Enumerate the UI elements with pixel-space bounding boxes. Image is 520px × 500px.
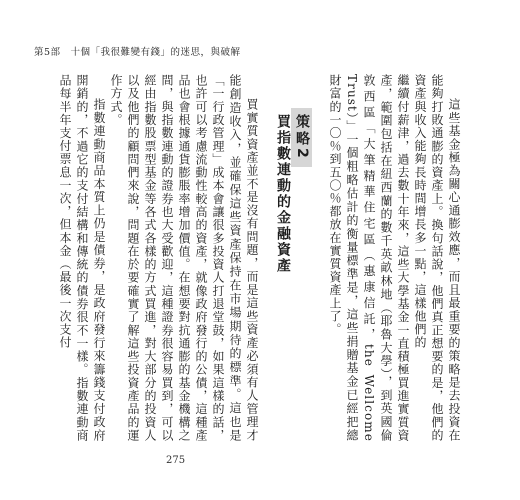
page-number: 275	[166, 455, 186, 466]
paragraph-3: 買實質資產並不是沒有問題，而是這些資產必須有人管理才能創造收入，並確保這些資產保持在市場期待的標準。這也是「一行政管理」成本會讓很多投資人打退堂鼓，如果這樣的話，也許可以考慮流動性較高的資產，就像政府發行的公債，這種產品也會根據通貨膨脹率增加價值。在想要對抗通膨的基金機構之間，與指數連動的證券也大受歡迎，這種證券很容易買到，可以經由指數股票型基金等各式各樣的方式買進，對大部分的投資人以及他們的顧問們來說，問題在於要確實了解這些投資產品的運作方式。	[109, 74, 259, 442]
paragraph-1: 這些基金極為關心通膨效應，而且最重要的策略是去投資在能夠打敗通膨的資產上。換句話說，他們真正想要的是，他們的資產與收入能夠長時間增長多一點，這樣他們的	[413, 74, 461, 442]
body-text	[32, 74, 462, 442]
paragraph-4: 指數連動商品本質上仍是債券，是政府發行來籌錢支付政府開銷的，不過它的支付結構和傳統的債券很不一樣。指數連動商品每半年支付票息一次，但本金（最後一次支付	[58, 74, 106, 442]
section-title: 買指數連動的金融資產	[275, 114, 291, 274]
section-heading	[274, 74, 312, 442]
section-label: 策略2	[291, 108, 312, 167]
running-header: 第5部 十個「我很難變有錢」的迷思，與破解	[34, 47, 241, 58]
paragraph-2: 繼續付薪津，過去數十年來，這些大學基金一直積極買進實質資產，範圍包括在紐西蘭的數千英畝林地（耶魯大學），到英國倫敦西區「大筆精華住宅區（惠康信託，the Wellcome Trust）」一個粗略估計的衡量標準是，這些捐贈基金已經把總財富的一〇％到五〇％都放在實質資產上了。	[328, 74, 410, 442]
